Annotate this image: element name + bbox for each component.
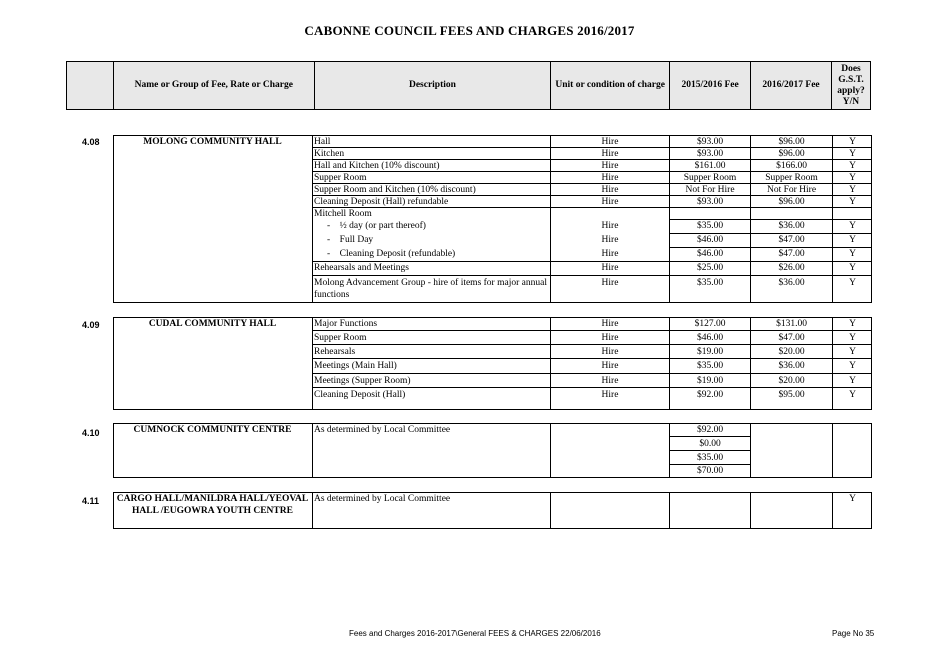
row-fee-2015: Not For Hire [685,185,735,195]
row-line [670,436,750,437]
row-unit: Hire [601,197,619,207]
row-description: Molong Advancement Group - hire of items for major annual [314,278,547,288]
section-name: CUMNOCK COMMUNITY CENTRE [133,425,292,435]
row-fee-2015: $19.00 [696,376,724,386]
row-unit: Hire [601,390,619,400]
row-line [313,344,872,345]
section-name: MOLONG COMMUNITY HALL [143,137,282,147]
row-gst: Y [849,333,856,343]
row-fee-2016: $20.00 [778,376,805,386]
row-gst: Y [849,221,856,231]
row-description: As determined by Local Committee [314,494,451,504]
row-fee-2016: $20.00 [778,347,805,357]
row-gst: Y [849,235,856,245]
row-unit: Hire [601,221,619,231]
row-unit: Hire [601,347,619,357]
row-description: Supper Room [314,173,367,183]
section-number: 4.08 [82,137,100,147]
divider [312,423,313,478]
row-unit: Hire [601,235,619,245]
row-fee-2015: $92.00 [696,425,724,435]
row-fee-2015: $93.00 [696,197,724,207]
row-fee-2015: $46.00 [696,235,724,245]
row-description: Mitchell Room [314,209,372,219]
row-fee-2015: $35.00 [696,278,724,288]
row-description: - Full Day [327,235,374,245]
row-gst: Y [849,347,856,357]
row-gst: Y [849,376,856,386]
row-fee-2015: $70.00 [696,466,724,476]
header-fee-2015: 2015/2016 Fee [670,62,751,110]
row-fee-2016: $47.00 [778,333,805,343]
header-description: Description [314,62,551,110]
row-line [313,275,872,276]
divider [550,423,551,478]
row-unit: Hire [601,263,619,273]
row-line [313,358,872,359]
row-unit: Hire [601,333,619,343]
row-fee-2016: $96.00 [778,137,805,147]
section-name: CARGO HALL/MANILDRA HALL/YEOVAL [116,494,309,504]
row-unit: Hire [601,185,619,195]
row-fee-2016: $36.00 [778,361,805,371]
row-line [313,373,872,374]
row-gst: Y [849,149,856,159]
row-fee-2016: Not For Hire [766,185,817,195]
row-fee-2016: $36.00 [778,221,805,231]
row-unit: Hire [601,173,619,183]
row-fee-2016: Supper Room [765,173,818,183]
row-fee-2016: $47.00 [778,235,805,245]
row-description-cont: functions [314,290,350,300]
row-fee-2016: $131.00 [776,319,807,329]
row-fee-2015: $92.00 [696,390,724,400]
row-description: Kitchen [314,149,345,159]
row-unit: Hire [601,376,619,386]
row-unit: Hire [601,149,619,159]
header-gst: Does G.S.T. apply? Y/N [831,62,870,110]
row-fee-2016: $36.00 [778,278,805,288]
row-description: Cleaning Deposit (Hall) refundable [314,197,449,207]
divider [550,492,551,529]
column-header-row [66,61,871,110]
row-fee-2015: $161.00 [694,161,726,171]
row-description: Rehearsals [314,347,356,357]
row-gst: Y [849,390,856,400]
header-blank [67,62,114,110]
row-fee-2016: $26.00 [778,263,805,273]
divider [750,492,751,529]
row-unit: Hire [601,161,619,171]
row-description: Major Functions [314,319,378,329]
row-gst: Y [849,161,856,171]
row-gst: Y [849,263,856,273]
row-unit: Hire [601,249,619,259]
section-name-cont: HALL /EUGOWRA YOUTH CENTRE [132,506,293,516]
row-fee-2015: $127.00 [694,319,726,329]
row-gst: Y [849,278,856,288]
row-description: Supper Room [314,333,367,343]
divider [312,492,313,529]
row-line [313,387,872,388]
row-description: Hall and Kitchen (10% discount) [314,161,440,171]
divider [832,423,833,478]
divider [312,135,313,303]
row-fee-2016: $47.00 [778,249,805,259]
row-description: Rehearsals and Meetings [314,263,409,273]
section-number: 4.11 [82,496,100,506]
row-gst: Y [849,249,856,259]
row-fee-2015: $19.00 [696,347,724,357]
row-fee-2015: $93.00 [696,137,724,147]
row-fee-2015: $46.00 [696,249,724,259]
section-name: CUDAL COMMUNITY HALL [148,319,277,329]
row-fee-2015: $35.00 [696,221,724,231]
row-unit: Hire [601,137,619,147]
divider [669,492,670,529]
row-fee-2015: Supper Room [683,173,737,183]
row-description: Cleaning Deposit (Hall) [314,390,406,400]
row-fee-2016: $166.00 [776,161,807,171]
row-fee-2015: $35.00 [696,361,724,371]
row-fee-2015: $25.00 [696,263,724,273]
row-unit: Hire [601,278,619,288]
row-description: Meetings (Supper Room) [314,376,411,386]
row-fee-2015: $93.00 [696,149,724,159]
row-description: Hall [314,137,331,147]
row-gst: Y [849,173,856,183]
divider [750,423,751,478]
row-description: Meetings (Main Hall) [314,361,397,371]
row-fee-2016: $96.00 [778,197,805,207]
row-gst: Y [849,197,856,207]
row-line [670,450,750,451]
header-fee-2016: 2016/2017 Fee [751,62,832,110]
row-fee-2015: $46.00 [696,333,724,343]
section-number: 4.09 [82,320,100,330]
row-fee-2016: $95.00 [778,390,805,400]
row-description: As determined by Local Committee [314,425,451,435]
header-name: Name or Group of Fee, Rate or Charge [113,62,314,110]
row-unit: Hire [601,319,619,329]
row-description: Supper Room and Kitchen (10% discount) [314,185,476,195]
row-description: - ½ day (or part thereof) [327,221,426,231]
row-gst: Y [849,494,856,504]
row-gst: Y [849,319,856,329]
row-fee-2016: $96.00 [778,149,805,159]
row-line [313,330,872,331]
row-fee-2015: $0.00 [699,439,721,449]
footer-path: Fees and Charges 2016-2017\General FEES & CHARGES 22/06/2016 [349,629,601,638]
row-fee-2015: $35.00 [696,453,724,463]
page-number: Page No 35 [832,629,875,638]
header-unit: Unit or condition of charge [551,62,670,110]
row-unit: Hire [601,361,619,371]
section-number: 4.10 [82,428,100,438]
row-description: - Cleaning Deposit (refundable) [327,249,456,259]
row-gst: Y [849,361,856,371]
row-gst: Y [849,137,856,147]
row-gst: Y [849,185,856,195]
page-title: CABONNE COUNCIL FEES AND CHARGES 2016/2017 [304,23,635,38]
